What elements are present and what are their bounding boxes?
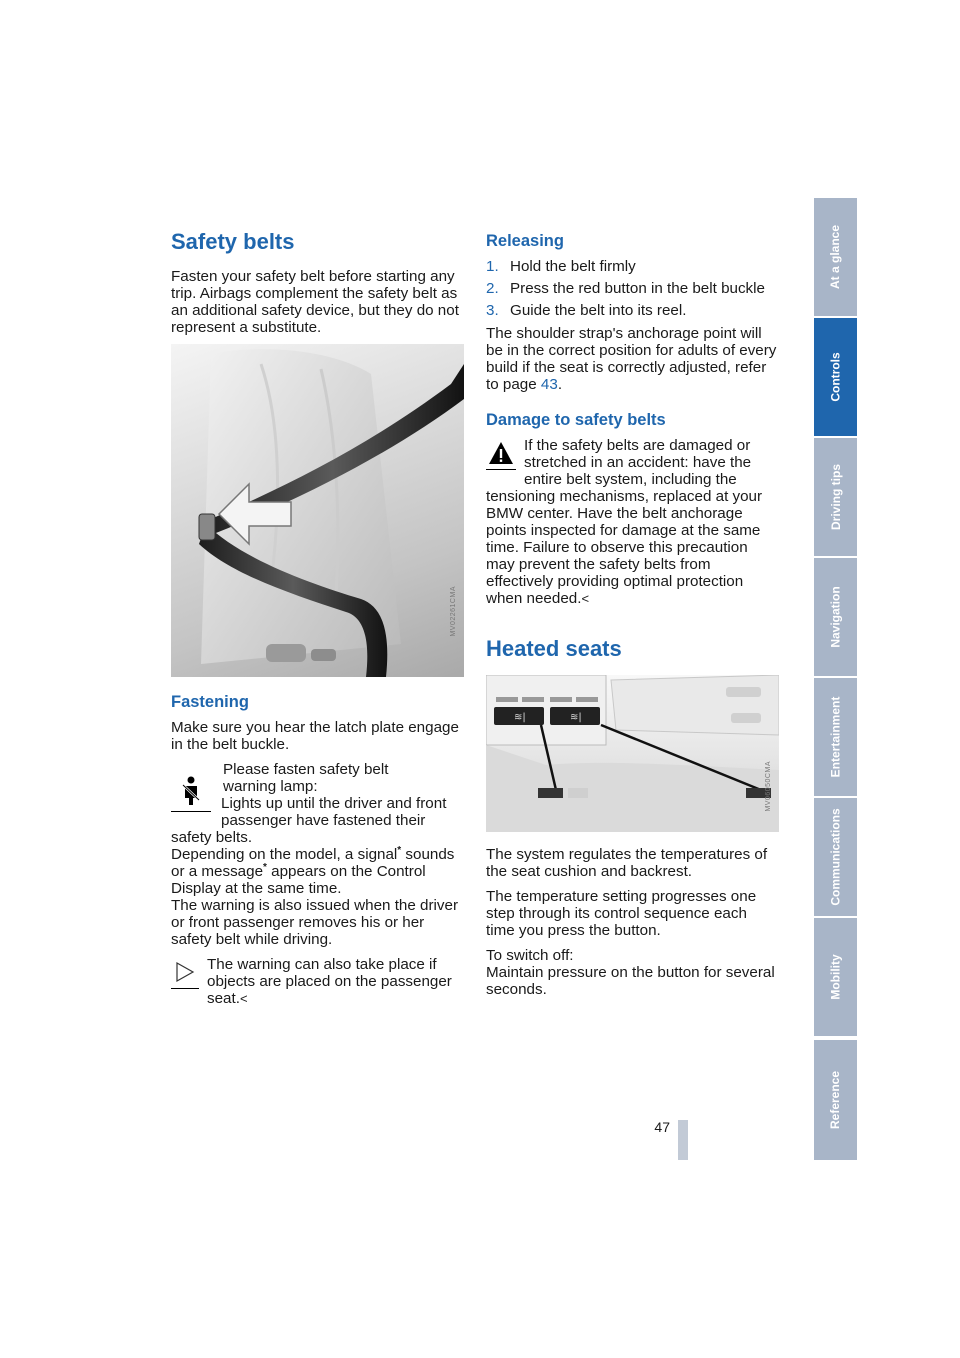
safety-belts-heading: Safety belts: [171, 229, 295, 254]
heated-seats-p3: To switch off: Maintain pressure on the button for several seconds.: [486, 947, 775, 998]
tab-mobility[interactable]: Mobility: [814, 918, 857, 1036]
tab-communications[interactable]: Communications: [814, 798, 857, 916]
end-mark: <: [239, 991, 248, 1006]
optional-star-1: *: [397, 844, 402, 856]
releasing-heading: Releasing: [486, 232, 564, 250]
photo-code-label: MV06050CMA: [765, 761, 772, 812]
tab-reference[interactable]: Reference: [814, 1040, 857, 1160]
lamp-text-1: Please fasten safety belt: [223, 761, 389, 778]
left-column: [171, 228, 464, 1007]
heated-seats-p2: The temperature setting progresses one step through its control sequence each time you press the button.: [486, 888, 757, 939]
fastening-intro: Make sure you hear the latch plate engage in the belt buckle.: [171, 719, 459, 753]
warning-lamp-block: [171, 761, 464, 948]
list-item: 1. Hold the belt firmly: [486, 258, 636, 275]
tab-at-a-glance[interactable]: At a glance: [814, 198, 857, 316]
fastening-heading: Fastening: [171, 693, 249, 711]
note-text: The warning can also take place if objects are placed on the passenger seat.: [207, 956, 452, 1007]
heated-seats-heading: Heated seats: [486, 636, 622, 661]
lamp-text-2: warning lamp:: [223, 778, 318, 795]
end-mark: <: [581, 591, 590, 606]
section-tabs: [814, 198, 857, 1160]
list-item: 2. Press the red button in the belt buckle: [486, 280, 765, 297]
anchor-text: The shoulder strap's anchorage point will be in the correct position for adults of every build if the seat is correctly adjusted, refer to page 43.: [486, 325, 777, 393]
lamp-text-3: Lights up until the driver and front passenger have fastened their safety belts.: [171, 795, 447, 846]
heated-seats-photo: [486, 675, 779, 832]
heated-seats-illustration: [486, 675, 779, 832]
page-ref-link[interactable]: 43: [540, 376, 558, 393]
seat-belt-photo: [171, 344, 464, 677]
signal-text: Depending on the model, a signal* sounds or a message* appears on the Control Display at the same time.: [171, 844, 455, 897]
optional-star-2: *: [263, 861, 267, 873]
seatbelt-warning-icon: [171, 771, 211, 812]
damage-warning-block: [486, 437, 779, 607]
list-item: 3. Guide the belt into its reel.: [486, 302, 687, 319]
seat-belt-illustration: [171, 344, 464, 677]
tab-entertainment[interactable]: Entertainment: [814, 678, 857, 796]
svg-text:≋|: ≋|: [514, 712, 526, 723]
damage-warning-text: If the safety belts are damaged or stretched in an accident: have the entire belt system, including the tensioning mechanisms, replaced at your BMW center. Have the belt anchorage points inspected for damage at the same time. Failure to observe this precaution may prevent the safety belts from effectively providing optimal protection when needed.: [486, 437, 763, 607]
photo-code-label: MV02261CMA: [450, 586, 457, 637]
page-marker-bar: [678, 1120, 688, 1160]
damage-heading: Damage to safety belts: [486, 411, 666, 429]
page-number: 47: [654, 1119, 670, 1135]
note-triangle-icon: [171, 956, 199, 989]
warning-driver-text: The warning is also issued when the driver or front passenger removes his or her safety belt while driving.: [171, 897, 459, 948]
safety-belts-intro: Fasten your safety belt before starting any trip. Airbags complement the safety belt as an additional safety device, but they do not represent a substitute.: [171, 268, 459, 336]
note-block: [171, 956, 464, 1007]
right-column: [486, 228, 779, 998]
tab-controls[interactable]: Controls: [814, 318, 857, 436]
warning-icon: [486, 437, 516, 470]
tab-navigation[interactable]: Navigation: [814, 558, 857, 676]
releasing-steps: [486, 258, 779, 319]
tab-driving-tips[interactable]: Driving tips: [814, 438, 857, 556]
heated-seats-p1: The system regulates the temperatures of the seat cushion and backrest.: [486, 846, 768, 880]
svg-text:≋|: ≋|: [570, 712, 582, 723]
